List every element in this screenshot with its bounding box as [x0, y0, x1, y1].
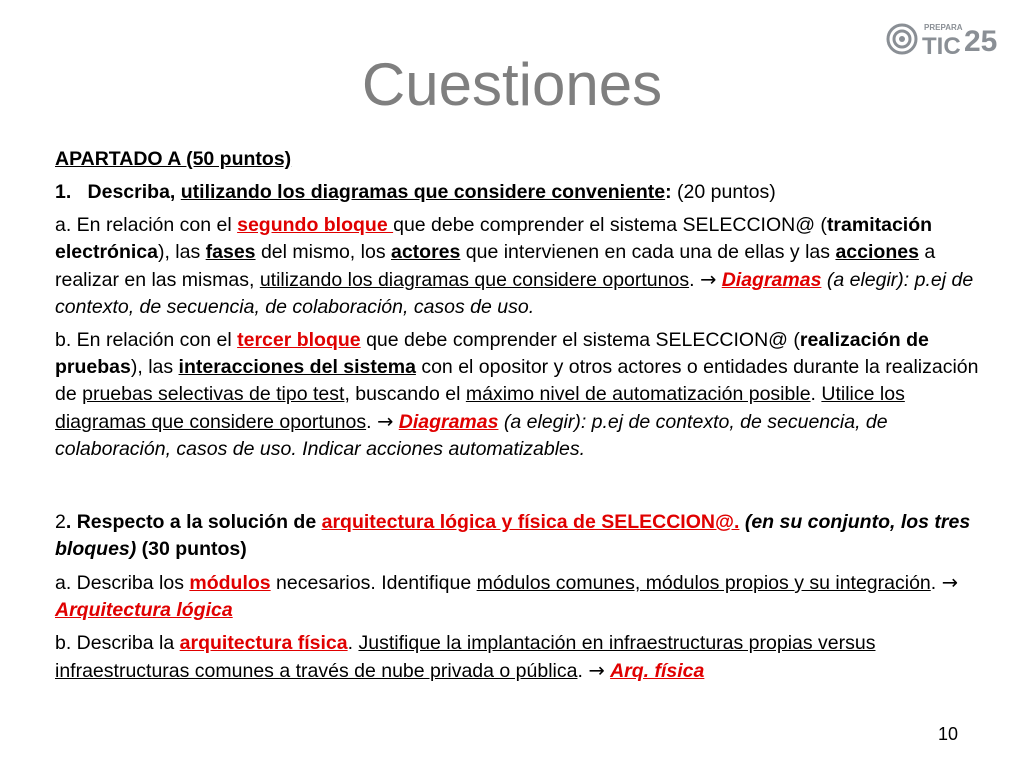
- q1a-text: a realizar en las mismas,: [55, 241, 936, 291]
- q2-red-term: arquitectura lógica y física de SELECCION@.: [321, 511, 740, 533]
- q1b-italic: (a elegir): p.ej de contexto, de secuencia, de colaboración, casos de uso. Indicar acciones automatizables.: [55, 411, 888, 460]
- q1b-bold-term: realización de pruebas: [55, 329, 929, 378]
- q2b-underlined: Justifique la implantación en infraestructuras propias versus infraestructuras comunes a través de nube privada o pública: [55, 632, 876, 682]
- logo-small-text: PREPARA: [924, 23, 963, 32]
- q1b-underlined: máximo nivel de automatización posible: [465, 383, 811, 405]
- q2b-text: .: [577, 660, 589, 682]
- q2a-text: a. Describa los: [55, 572, 190, 594]
- q1a-fases: fases: [205, 241, 256, 263]
- arrow-right-icon: →: [941, 571, 958, 594]
- q1b-text: b. En relación con el: [55, 329, 238, 351]
- question-2: [55, 509, 980, 563]
- q1a-text: ), las: [157, 241, 206, 263]
- q1b-underlined: pruebas selectivas de tipo test: [82, 383, 345, 405]
- section-heading: APARTADO A (50 puntos): [55, 148, 292, 170]
- q2b-text: b. Describa la: [55, 632, 180, 654]
- q1a-text: a. En relación con el: [55, 214, 238, 236]
- q1a-actores: actores: [390, 241, 461, 263]
- logo-main-text: TIC: [922, 33, 961, 60]
- q1-lead: Describa,: [87, 181, 181, 203]
- question-1a: [55, 212, 980, 321]
- slide-title: Cuestiones: [361, 51, 663, 118]
- q1a-text: del mismo, los: [255, 241, 391, 263]
- q1a-red-term: segundo bloque: [237, 214, 394, 236]
- question-2a: [55, 569, 980, 624]
- q2a-red-term: módulos: [189, 572, 271, 594]
- q2b-text: .: [347, 632, 359, 654]
- prepara-tic-logo: [884, 18, 1004, 60]
- q1b-text: ), las: [130, 356, 179, 378]
- q1b-underlined: Utilice los diagramas que considere oportunos: [55, 383, 905, 433]
- q1-underlined: utilizando los diagramas que considere conveniente: [180, 181, 666, 203]
- q1b-text: , buscando el: [344, 383, 466, 405]
- q1a-bold-term: tramitación electrónica: [55, 214, 933, 263]
- slide-body: [55, 146, 980, 685]
- question-2b: [55, 630, 980, 685]
- q2b-arq-fisica: Arq. física: [610, 660, 705, 682]
- q1b-diagramas: Diagramas: [398, 411, 499, 433]
- q1a-italic: (a elegir): p.ej de contexto, de secuencia, de colaboración, casos de uso.: [55, 269, 974, 318]
- q1a-diagramas: Diagramas: [721, 269, 822, 291]
- q1a-underlined: utilizando los diagramas que considere oportunos: [259, 269, 690, 291]
- question-1b: [55, 327, 980, 463]
- question-1: [55, 179, 980, 206]
- arrow-right-icon: →: [588, 659, 605, 682]
- q2a-text: necesarios. Identifique: [270, 572, 477, 594]
- q2b-red-term: arquitectura física: [179, 632, 348, 654]
- q2-bold-italic: (en su conjunto, los tres bloques): [55, 511, 971, 560]
- arrow-right-icon: →: [699, 268, 717, 291]
- logo-graphic: [884, 18, 1004, 60]
- arrow-right-icon: →: [376, 410, 394, 433]
- q1b-text: que debe comprender el sistema SELECCION@ (: [360, 329, 800, 351]
- page-number: 10: [938, 724, 959, 744]
- q1-number: 1.: [55, 181, 72, 203]
- q1a-text: .: [689, 269, 700, 291]
- q2-points: (30 puntos): [136, 538, 247, 560]
- q1b-text: con el opositor y otros actores o entidades durante la realización de: [55, 356, 979, 405]
- q1a-text: que intervienen en cada una de ellas y las: [460, 241, 836, 263]
- q2-lead: . Respecto a la solución de: [65, 511, 322, 533]
- q1b-red-term: tercer bloque: [237, 329, 361, 351]
- q2a-underlined: módulos comunes, módulos propios y su integración: [476, 572, 931, 594]
- q1b-interacciones: interacciones del sistema: [178, 356, 416, 378]
- q1a-acciones: acciones: [835, 241, 919, 263]
- q1b-text: .: [366, 411, 377, 433]
- q1-colon: :: [665, 181, 672, 203]
- q2a-text: .: [930, 572, 942, 594]
- q1a-text: que debe comprender el sistema SELECCION@ (: [393, 214, 827, 236]
- q2-number: 2: [55, 511, 66, 533]
- q1-points: (20 puntos): [671, 181, 776, 203]
- logo-number: 25: [964, 25, 998, 58]
- q2a-arquitectura: Arquitectura lógica: [55, 599, 233, 621]
- q1b-text: .: [810, 383, 822, 405]
